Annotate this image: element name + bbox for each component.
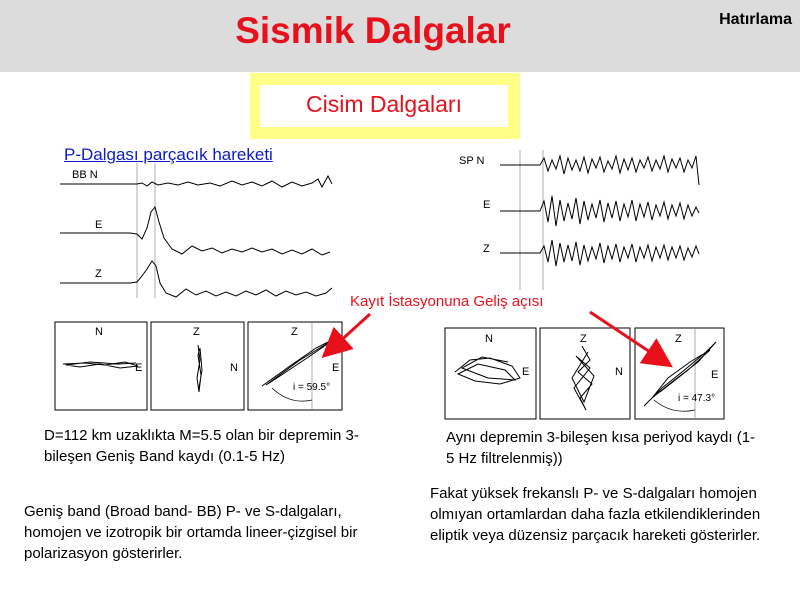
left-panel-3-top: Z bbox=[291, 326, 298, 338]
right-trace-label-n: SP N bbox=[459, 155, 485, 167]
left-panel-3-side: E bbox=[332, 362, 340, 374]
right-particle-panels bbox=[445, 328, 724, 419]
p-wave-label[interactable]: P-Dalgası parçacık hareketi bbox=[64, 145, 273, 164]
right-panel-3-angle: i = 47.3° bbox=[678, 393, 716, 404]
right-panel-3-top: Z bbox=[675, 333, 682, 345]
right-trace-label-e: E bbox=[483, 199, 491, 211]
right-seismogram bbox=[459, 150, 699, 290]
right-trace-label-z: Z bbox=[483, 243, 490, 255]
left-panel-1-side: E bbox=[135, 362, 143, 374]
right-panel-3-side: E bbox=[711, 369, 719, 381]
arrow-label: Kayıt İstasyonuna Geliş açısı bbox=[350, 293, 544, 310]
left-panel-1-top: N bbox=[95, 326, 103, 338]
left-panel-2-side: N bbox=[230, 362, 238, 374]
caption-right-1: Aynı depremin 3-bileşen kısa periyod kaydı (1-5 Hz filtrelenmiş)) bbox=[446, 429, 756, 467]
trace-bb-e bbox=[60, 207, 330, 255]
right-panel-2-top: Z bbox=[580, 333, 587, 345]
right-panel-1-top: N bbox=[485, 333, 493, 345]
left-trace-label-z: Z bbox=[95, 268, 102, 280]
page-title: Sismik Dalgalar bbox=[235, 10, 511, 51]
left-panel-3-angle: i = 59.5° bbox=[293, 382, 331, 393]
right-panel-2-side: N bbox=[615, 366, 623, 378]
caption-right-2: Fakat yüksek frekanslı P- ve S-dalgaları homojen olmıyan ortamlardan daha fazla etkilendiklerinden eliptik veya düzensiz parçacık hareketi gösterirler. bbox=[430, 485, 761, 544]
caption-left-2: Geniş band (Broad band- BB) P- ve S-dalgaları, homojen ve izotropik bir ortamda lineer-çizgisel bir polarizasyon gösterirler. bbox=[24, 503, 358, 562]
trace-sp-n bbox=[500, 156, 699, 185]
left-trace-label-n: BB N bbox=[72, 169, 98, 181]
left-trace-label-e: E bbox=[95, 219, 103, 231]
trace-bb-n bbox=[60, 176, 332, 187]
reminder-badge: Hatırlama bbox=[719, 11, 792, 28]
trace-sp-z bbox=[500, 240, 699, 266]
caption-left-1: D=112 km uzaklıkta M=5.5 olan bir depremin 3-bileşen Geniş Band kaydı (0.1-5 Hz) bbox=[44, 427, 359, 465]
trace-sp-e bbox=[500, 196, 699, 226]
left-particle-panels bbox=[55, 322, 342, 410]
subtitle: Cisim Dalgaları bbox=[306, 91, 462, 117]
left-seismogram bbox=[60, 163, 332, 298]
right-panel-1-side: E bbox=[522, 366, 530, 378]
left-panel-2-top: Z bbox=[193, 326, 200, 338]
